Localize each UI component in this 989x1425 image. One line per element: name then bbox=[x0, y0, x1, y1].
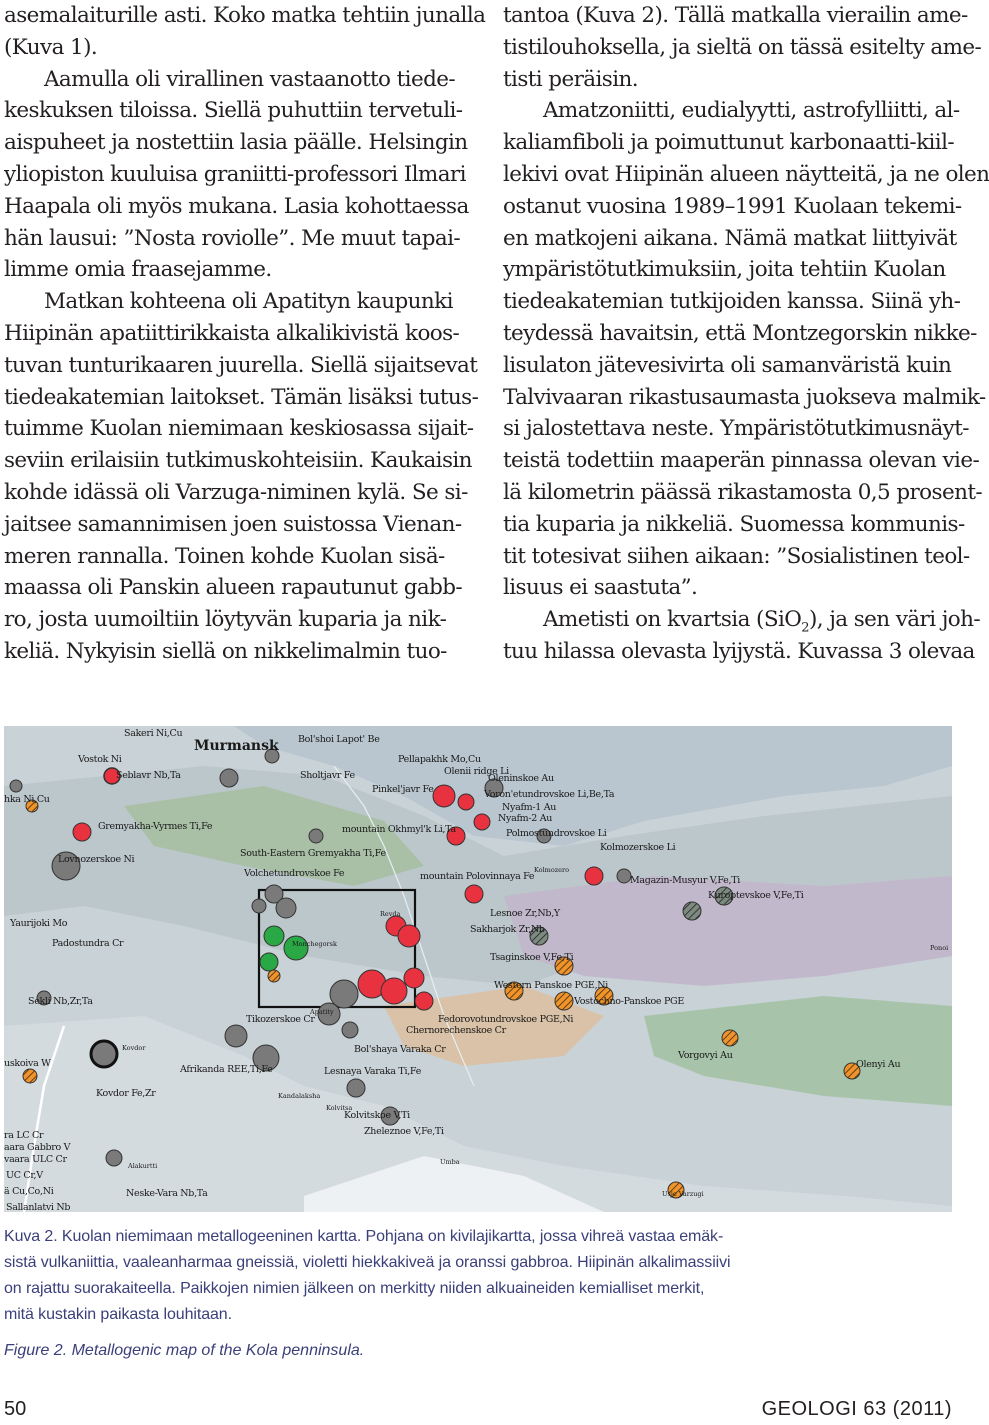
map-label: Sakeri Ni,Cu bbox=[124, 728, 183, 739]
map-label: Pinkel'javr Fe bbox=[372, 784, 434, 795]
map-label: Magazin-Musyur V,Fe,Ti bbox=[630, 875, 740, 886]
deposit-marker bbox=[617, 869, 631, 883]
map-label: Vorgovyi Au bbox=[678, 1050, 733, 1061]
map-label: Gremyakha-Vyrmes Ti,Fe bbox=[98, 821, 213, 832]
map-label: Yaurijoki Mo bbox=[10, 918, 68, 929]
paragraph: Aamulla oli virallinen vastaanotto tiede- keskuksen tiloissa. Siellä puhuttiin tervetuli- aispuheet ja nostettiin lasia päälle. Helsingin yliopiston kuuluisa graniitti-professori Ilmari Haapala oli myös mukana. Lasia kohottaessa hän lausui: ”Nosta roviolle”. Me muut tapai- limme omia fraasejamme. bbox=[4, 66, 469, 283]
map-label: Kovdor Fe,Zr bbox=[96, 1088, 156, 1099]
map-label: Monchegorsk bbox=[292, 940, 337, 948]
map-label: Sholtjavr Fe bbox=[300, 770, 355, 781]
map-label: hka Ni,Cu bbox=[4, 794, 50, 805]
map-label: Lesnaya Varaka Ti,Fe bbox=[324, 1066, 422, 1077]
map-label: Kolvitsa bbox=[326, 1104, 353, 1112]
figure-caption-english: Figure 2. Metallogenic map of the Kola penninsula. bbox=[4, 1342, 365, 1359]
map-label: Nyafm-1 Au bbox=[502, 802, 557, 813]
paragraph: asemalaiturille asti. Koko matka tehtiin junalla (Kuva 1). bbox=[4, 3, 486, 60]
kola-metallogenic-map bbox=[4, 726, 952, 1212]
map-label: Afrikanda REE,Ti,Fe bbox=[180, 1064, 273, 1075]
deposit-marker bbox=[225, 1025, 247, 1047]
deposit-marker bbox=[342, 1022, 358, 1038]
map-label: Tsaginskoe V,Fe,Ti bbox=[490, 952, 574, 963]
map-label: Volchetundrovskoe Fe bbox=[244, 868, 345, 879]
map-label: Bol'shoi Lapot' Be bbox=[298, 734, 380, 745]
map-label: Seblavr Nb,Ta bbox=[116, 770, 181, 781]
map-label: Umba bbox=[440, 1158, 460, 1166]
paragraph: Ametisti on kvartsia (SiO$_2$), ja sen väri joh- tuu hilassa olevasta lyijystä. Kuvassa 3 olevaa bbox=[503, 604, 953, 668]
map-label: mountain Polovinnaya Fe bbox=[420, 871, 535, 882]
sio2-line: Ametisti on kvartsia (SiO$_2$), ja sen väri joh- bbox=[543, 607, 981, 636]
map-label: Chernorechenskoe Cr bbox=[406, 1025, 506, 1036]
map-label: Lovnozerskoe Ni bbox=[58, 854, 135, 865]
map-label: Padostundra Cr bbox=[52, 938, 124, 949]
map-label: South-Eastern Gremyakha Ti,Fe bbox=[240, 848, 386, 859]
deposit-marker bbox=[683, 902, 701, 920]
map-label: vaara ULC Cr bbox=[4, 1154, 67, 1165]
map-label: Kuroptevskoe V,Fe,Ti bbox=[708, 890, 804, 901]
map-label: Sekli Nb,Zr,Ta bbox=[28, 996, 93, 1007]
map-label: Ponoi bbox=[930, 944, 949, 952]
deposit-marker bbox=[347, 1079, 365, 1097]
deposit-marker bbox=[73, 823, 91, 841]
deposit-marker bbox=[722, 1030, 738, 1046]
deposit-marker bbox=[398, 925, 420, 947]
deposit-marker bbox=[555, 992, 573, 1010]
journal-name: GEOLOGI 63 (2011) bbox=[761, 1398, 952, 1420]
map-label: Sakharjok Zr,Nb bbox=[470, 924, 545, 935]
map-label: uskoiva W bbox=[4, 1058, 51, 1069]
map-label: UC Cr,V bbox=[6, 1170, 43, 1181]
map-label: Kolvitskoe V,Ti bbox=[344, 1110, 410, 1121]
map-label: ä Cu,Co,Ni bbox=[4, 1186, 54, 1197]
map-label: Fedorovotundrovskoe PGE,Ni bbox=[438, 1014, 574, 1025]
map-label: Usje Varzugi bbox=[662, 1190, 704, 1198]
map-label: Pellapakhk Mo,Cu bbox=[398, 754, 481, 765]
deposit-marker bbox=[415, 992, 433, 1010]
deposit-marker bbox=[106, 1150, 122, 1166]
map-label: Revda bbox=[380, 910, 401, 918]
map-label: Lesnoe Zr,Nb,Y bbox=[490, 908, 560, 919]
left-text-column bbox=[4, 0, 486, 668]
map-label: Apatity bbox=[310, 1008, 334, 1016]
map-label: Zheleznoe V,Fe,Ti bbox=[364, 1126, 444, 1137]
map-label: aara Gabbro V bbox=[4, 1142, 71, 1153]
deposit-marker bbox=[585, 867, 603, 885]
map-label: Vostochno-Panskoe PGE bbox=[574, 996, 684, 1007]
map-label: mountain Okhmyl'k Li,Ta bbox=[342, 824, 456, 835]
page-number: 50 bbox=[4, 1398, 27, 1420]
map-label: Sallanlatvi Nb bbox=[6, 1202, 71, 1213]
map-label: Voron'etundrovskoe Li,Be,Ta bbox=[484, 789, 615, 800]
map-label: Polmostundrovskoe Li bbox=[506, 828, 607, 839]
map-label: Oleninskoe Au bbox=[488, 773, 554, 784]
deposit-marker bbox=[309, 829, 323, 843]
map-label: Bol'shaya Varaka Cr bbox=[354, 1044, 446, 1055]
deposit-marker bbox=[252, 899, 266, 913]
map-label: Vostok Ni bbox=[78, 754, 122, 765]
deposit-marker bbox=[220, 769, 238, 787]
map-label: Kolmozerskoe Li bbox=[600, 842, 676, 853]
paragraph: tantoa (Kuva 2). Tällä matkalla vierailin ame- tistilouhoksella, ja sieltä on tässä esitelty ame- tisti peräisin. bbox=[503, 3, 982, 92]
map-label: Kovdor bbox=[122, 1044, 146, 1052]
map-label: Kolmozero bbox=[534, 866, 570, 874]
deposit-marker bbox=[268, 970, 280, 982]
paragraph: Matkan kohteena oli Apatityn kaupunki Hiipinän apatiittirikkaista alkalikivistä koos- tuvan tunturikaaren juurella. Siellä sijaitsevat tiedeakatemian laitokset. Tämän lisäksi tutus- tuimme Kuolan niemimaan keskiosassa sijait- seviin erilaisiin tutkimuskohteisiin. Kaukaisin kohde idässä oli Varzuga-niminen kylä. Se si- jaitsee samannimisen joen suistossa Vienan- meren rannalla. Toinen kohde Kuolan sisä- maassa oli Panskin alueen rapautunut gabb- ro, josta uumoiltiin löytyvän kuparia ja nik- keliä. Nykyisin siellä on nikkelimalmin tuo- bbox=[4, 289, 479, 664]
deposit-marker bbox=[474, 814, 490, 830]
map-label: ra LC Cr bbox=[4, 1130, 44, 1141]
map-label: Olenyi Au bbox=[856, 1059, 901, 1070]
deposit-marker bbox=[433, 785, 455, 807]
map-label: Kandalaksha bbox=[278, 1092, 321, 1100]
map-label: Alakurtti bbox=[128, 1162, 158, 1170]
deposit-marker bbox=[465, 885, 483, 903]
deposit-marker bbox=[458, 794, 474, 810]
deposit-marker bbox=[381, 978, 407, 1004]
deposit-marker bbox=[23, 1069, 37, 1083]
deposit-marker bbox=[404, 968, 424, 988]
map-label-city: Murmansk bbox=[194, 738, 279, 754]
deposit-marker bbox=[276, 898, 296, 918]
map-label: Western Panskoe PGE,Ni bbox=[494, 980, 609, 991]
map-label: Olenii ridge Li bbox=[444, 766, 509, 777]
figure-caption: Kuva 2. Kuolan niemimaan metallogeeninen kartta. Pohjana on kivilajikartta, jossa vihreä vastaa emäk- sistä vulkaniittia, vaaleanharmaa gneissiä, violetti hiekkakiveä ja oranssi gabbroa. Hiipinän alkalimassiivi on rajattu suorakaiteella. Paikkojen nimien jälkeen on merkitty niiden alkuaineiden kemialliset merkit, mitä kustakin paikasta louhitaan. bbox=[4, 1228, 731, 1323]
paragraph: Amatzoniitti, eudialyytti, astrofylliitti, al- kaliamfiboli ja poimuttunut karbonaatti-kiil- lekivi ovat Hiipinän alueen näytteitä, ja ne olen ostanut vuosina 1989–1991 Kuolaan tekemi- en matkojeni aikana. Nämä matkat liittyivät ympäristötutkimuksiin, joita tehtiin Kuolan tiedeakatemian tutkijoiden kanssa. Siinä yh- teydessä havaitsin, että Montzegorskin nikke- lisulaton jätevesivirta oli samanväristä kuin Talvivaaran rikastusaumasta juokseva malmik- si jalostettava neste. Ympäristötutkimusnäyt- teistä todettiin maaperän pinnassa olevan vie- lä kilometrin päässä rikastamosta 0,5 prosent- tia kuparia ja nikkeliä. Suomessa kommunis- tit totesivat siihen aikaan: ”Sosialistinen teol- lisuus ei saastuta”. bbox=[503, 98, 989, 601]
right-text-column bbox=[503, 0, 989, 668]
deposit-marker bbox=[91, 1041, 117, 1067]
deposit-marker bbox=[10, 780, 22, 792]
deposit-marker bbox=[264, 926, 284, 946]
map-label: Neske-Vara Nb,Ta bbox=[126, 1188, 208, 1199]
deposit-marker bbox=[260, 953, 278, 971]
map-label: Tikozerskoe Cr bbox=[246, 1014, 315, 1025]
map-label: Nyafm-2 Au bbox=[498, 813, 553, 824]
